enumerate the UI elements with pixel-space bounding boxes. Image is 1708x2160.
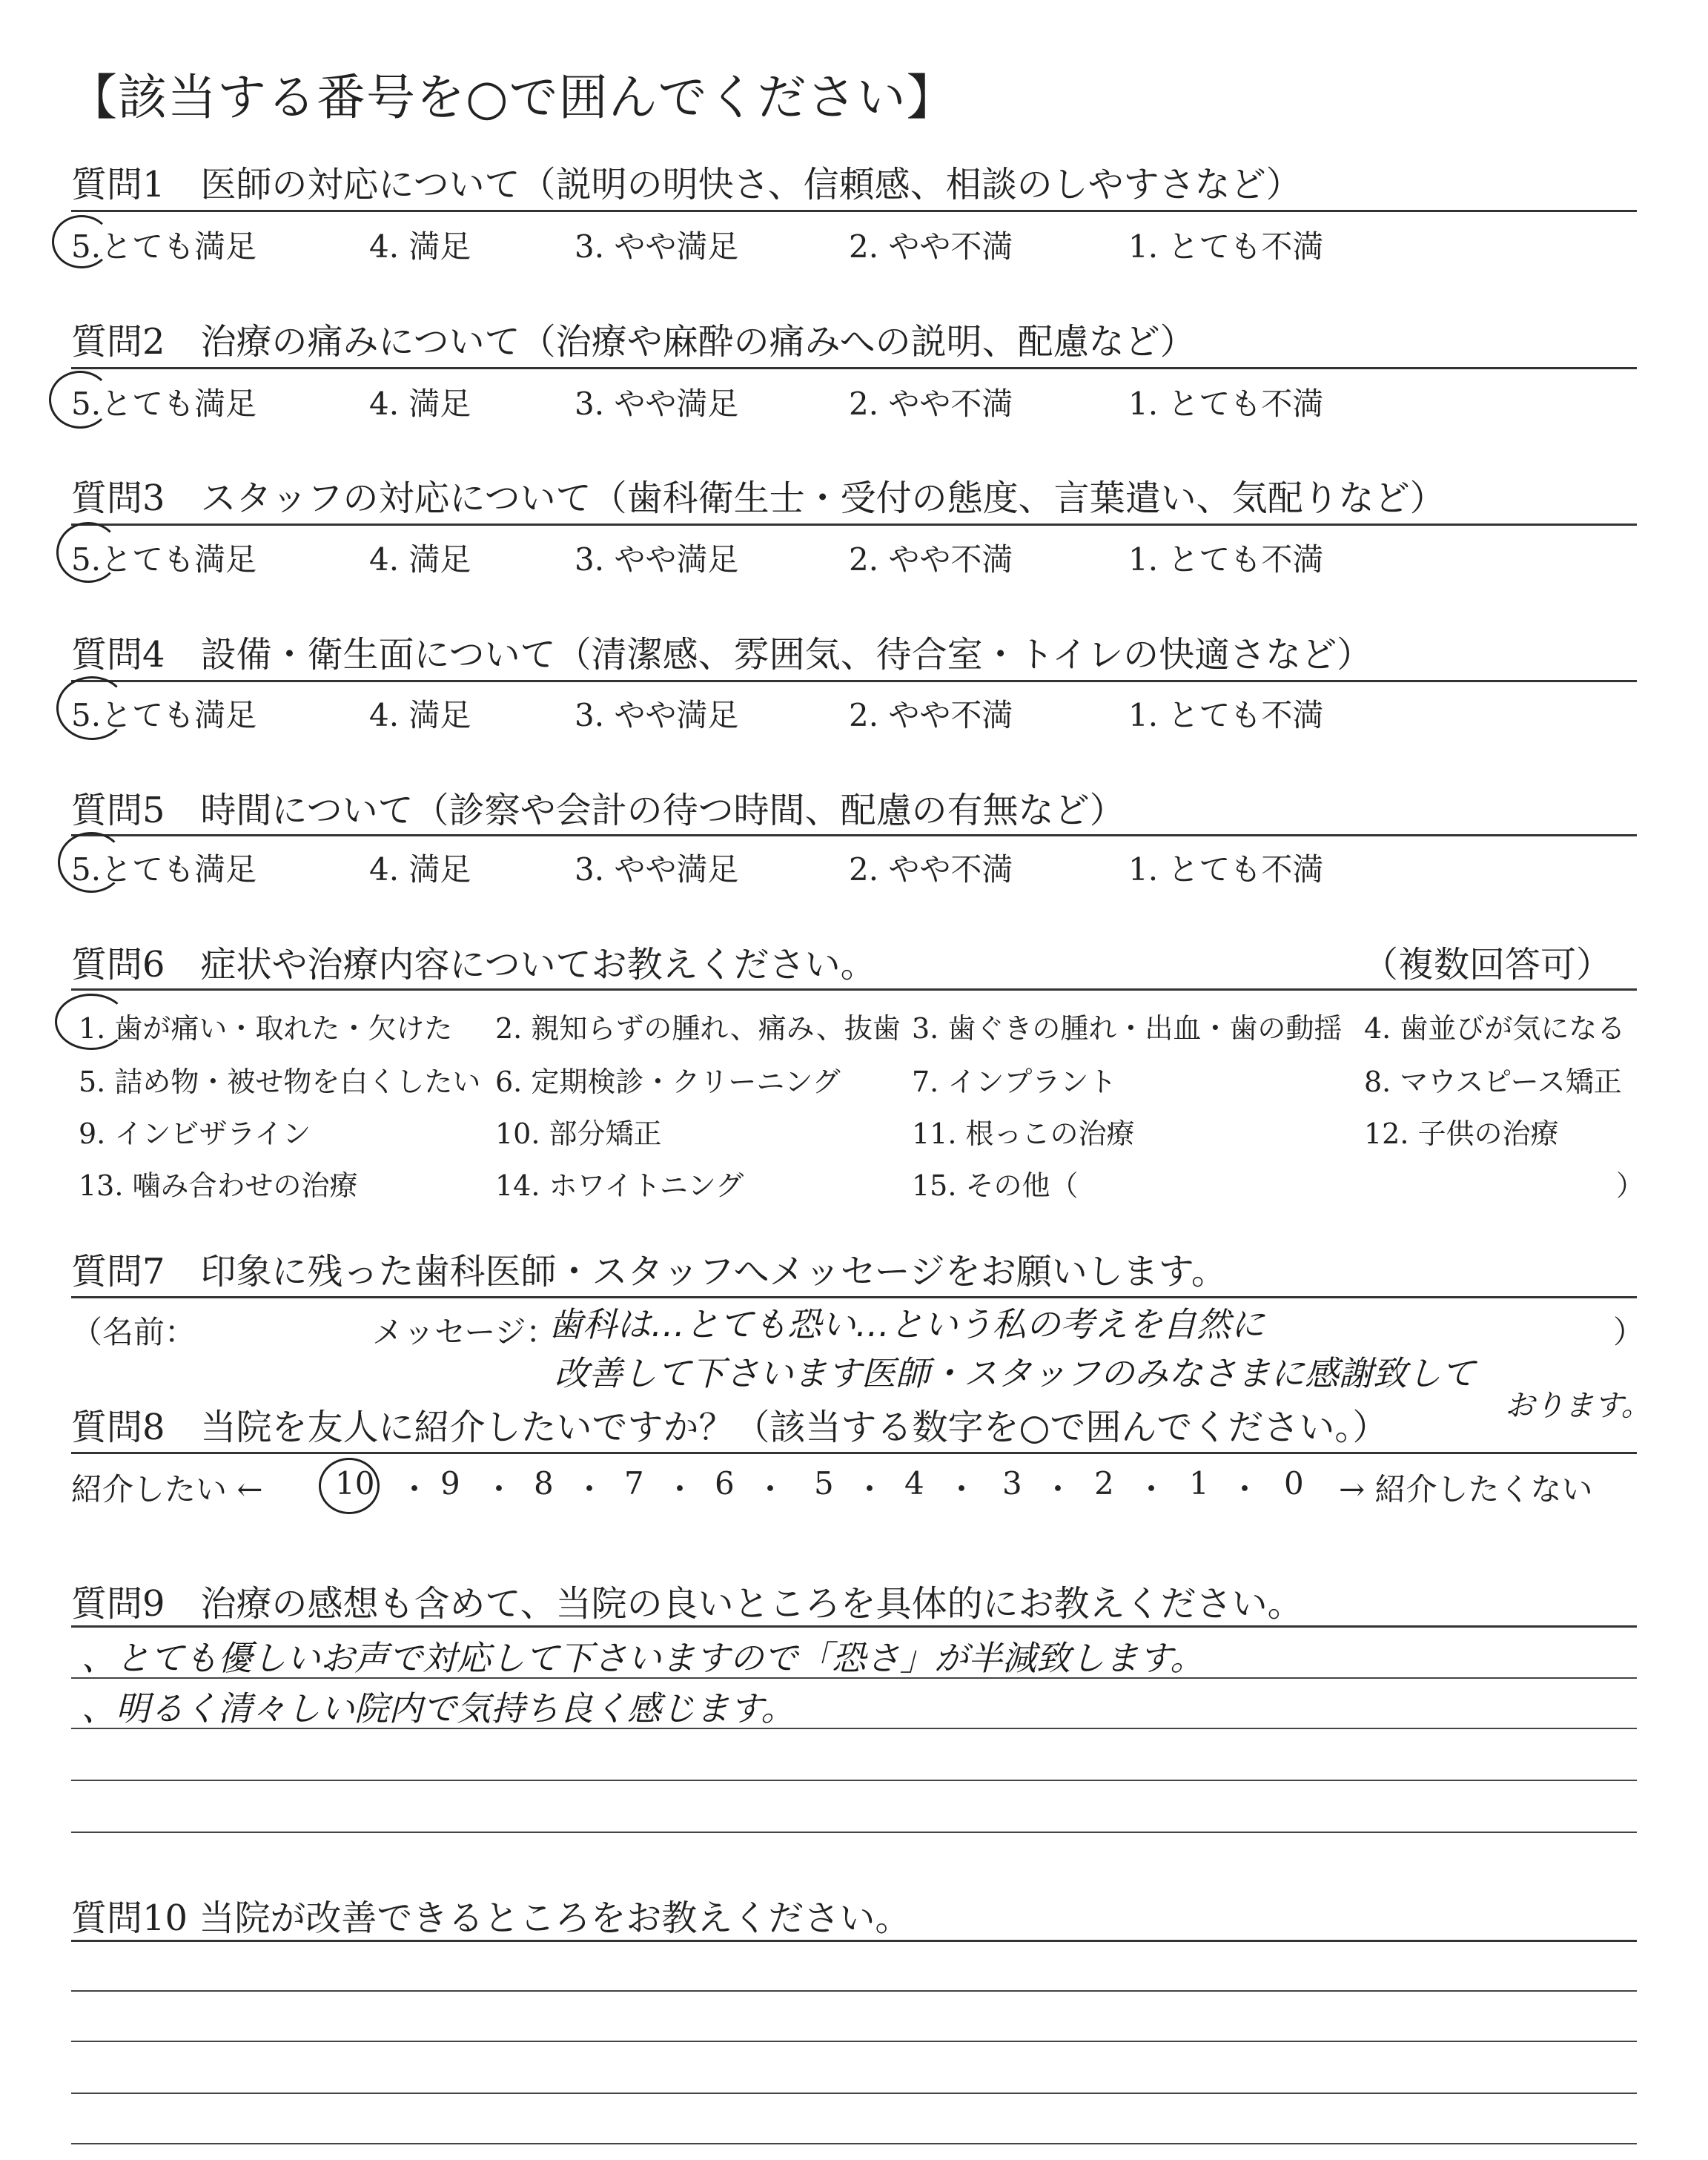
option-3[interactable]: 3. やや満足 <box>575 386 739 422</box>
question-4-heading: 質問4 設備・衛生面について（清潔感、雰囲気、待合室・トイレの快適さなど） <box>71 634 1373 676</box>
q6-option-3[interactable]: 3. 歯ぐきの腫れ・出血・歯の動揺 <box>912 1012 1343 1045</box>
handwritten-answer-line-1: 、とても優しいお声で対応して下さいますので「恐さ」が半減致します。 <box>82 1638 1205 1678</box>
handwritten-message-line-2: 改善して下さいます医師・スタッフのみなさまに感謝致して <box>555 1353 1475 1393</box>
scale-dot: ・ <box>1229 1471 1261 1507</box>
scale-8[interactable]: 8 <box>534 1465 554 1502</box>
option-2[interactable]: 2. やや不満 <box>849 386 1013 422</box>
scale-dot: ・ <box>1042 1471 1074 1507</box>
message-close-paren: ） <box>1613 1314 1645 1350</box>
answer-line <box>71 1832 1637 1833</box>
question-10-heading: 質問10 当院が改善できるところをお教えください。 <box>71 1898 911 1939</box>
handwritten-message-line-3: おります。 <box>1505 1389 1651 1423</box>
q6-option-10[interactable]: 10. 部分矯正 <box>495 1117 662 1150</box>
option-1[interactable]: 1. とても不満 <box>1128 851 1324 888</box>
selection-circle <box>49 371 111 429</box>
scale-1[interactable]: 1 <box>1189 1465 1209 1502</box>
scale-dot: ・ <box>664 1471 696 1507</box>
q6-option-2[interactable]: 2. 親知らずの腫れ、痛み、抜歯 <box>495 1012 901 1045</box>
question-3-heading: 質問3 スタッフの対応について（歯科衛生士・受付の態度、言葉遣い、気配りなど） <box>71 478 1446 519</box>
q6-option-1[interactable]: 1. 歯が痛い・取れた・欠けた <box>79 1012 453 1045</box>
option-3[interactable]: 3. やや満足 <box>575 541 739 578</box>
question-9-heading: 質問9 治療の感想も含めて、当院の良いところを具体的にお教えください。 <box>71 1583 1303 1625</box>
scale-dot: ・ <box>483 1471 515 1507</box>
question-5-heading: 質問5 時間について（診察や会計の待つ時間、配慮の有無など） <box>71 790 1125 831</box>
scale-dot: ・ <box>574 1471 606 1507</box>
recommend-left-label: 紹介したい ← <box>71 1471 263 1507</box>
scale-dot: ・ <box>854 1471 886 1507</box>
selection-circle <box>319 1458 380 1514</box>
option-4[interactable]: 4. 満足 <box>369 386 471 422</box>
option-4[interactable]: 4. 満足 <box>369 851 471 888</box>
option-5[interactable]: 5.とても満足 <box>71 541 257 578</box>
scale-dot: ・ <box>1136 1471 1168 1507</box>
selection-circle <box>52 215 111 268</box>
option-3[interactable]: 3. やや満足 <box>575 228 739 265</box>
scale-3[interactable]: 3 <box>1002 1465 1022 1502</box>
answer-line <box>71 2041 1637 2042</box>
multiple-answers-note: （複数回答可） <box>1363 944 1612 985</box>
scale-9[interactable]: 9 <box>440 1465 460 1502</box>
divider <box>71 1625 1637 1628</box>
option-1[interactable]: 1. とても不満 <box>1128 228 1324 265</box>
question-6-heading: 質問6 症状や治療内容についてお教えください。 <box>71 944 876 985</box>
divider <box>71 834 1637 836</box>
selection-circle <box>58 832 125 893</box>
question-8-heading: 質問8 当院を友人に紹介したいですか？（該当する数字を○で囲んでください。） <box>71 1407 1388 1448</box>
scale-10[interactable]: 10 <box>335 1465 375 1502</box>
q6-option-12[interactable]: 12. 子供の治療 <box>1364 1117 1559 1150</box>
scale-5[interactable]: 5 <box>814 1465 834 1502</box>
q6-option-6[interactable]: 6. 定期検診・クリーニング <box>495 1066 841 1098</box>
option-1[interactable]: 1. とても不満 <box>1128 697 1324 733</box>
option-2[interactable]: 2. やや不満 <box>849 851 1013 888</box>
name-label: （名前： <box>71 1314 196 1350</box>
answer-line <box>71 1780 1637 1781</box>
scale-7[interactable]: 7 <box>624 1465 644 1502</box>
selection-circle <box>55 994 128 1050</box>
selection-circle <box>56 522 120 583</box>
scale-dot: ・ <box>399 1471 431 1507</box>
divider <box>71 1940 1637 1942</box>
q6-option-9[interactable]: 9. インビザライン <box>79 1117 311 1150</box>
option-2[interactable]: 2. やや不満 <box>849 541 1013 578</box>
scale-dot: ・ <box>946 1471 978 1507</box>
option-5[interactable]: 5.とても満足 <box>71 851 257 888</box>
answer-line <box>71 2093 1637 2094</box>
q6-option-13[interactable]: 13. 噛み合わせの治療 <box>79 1169 358 1202</box>
divider <box>71 210 1637 212</box>
q6-option-5[interactable]: 5. 詰め物・被せ物を白くしたい <box>79 1066 481 1098</box>
question-1-heading: 質問1 医師の対応について（説明の明快さ、信頼感、相談のしやすさなど） <box>71 164 1302 205</box>
divider <box>71 367 1637 369</box>
scale-dot: ・ <box>755 1471 787 1507</box>
scale-0[interactable]: 0 <box>1284 1465 1304 1502</box>
scale-6[interactable]: 6 <box>715 1465 735 1502</box>
message-label: メッセージ： <box>372 1314 557 1350</box>
option-5[interactable]: 5.とても満足 <box>71 228 257 265</box>
question-2-heading: 質問2 治療の痛みについて（治療や麻酔の痛みへの説明、配慮など） <box>71 321 1196 363</box>
option-3[interactable]: 3. やや満足 <box>575 851 739 888</box>
divider <box>71 680 1637 682</box>
scale-4[interactable]: 4 <box>904 1465 924 1502</box>
q6-option-4[interactable]: 4. 歯並びが気になる <box>1364 1012 1626 1045</box>
scale-2[interactable]: 2 <box>1094 1465 1114 1502</box>
handwritten-answer-line-2: 、明るく清々しい院内で気持ち良く感じます。 <box>82 1688 795 1728</box>
option-5[interactable]: 5.とても満足 <box>71 697 257 733</box>
option-2[interactable]: 2. やや不満 <box>849 697 1013 733</box>
divider <box>71 524 1637 526</box>
question-7-heading: 質問7 印象に残った歯科医師・スタッフへメッセージをお願いします。 <box>71 1251 1227 1292</box>
option-1[interactable]: 1. とても不満 <box>1128 541 1324 578</box>
q6-option-15[interactable]: 15. その他（ <box>912 1169 1079 1202</box>
q6-option-7[interactable]: 7. インプラント <box>912 1066 1117 1098</box>
divider <box>71 988 1637 991</box>
option-5[interactable]: 5.とても満足 <box>71 386 257 422</box>
q6-option-8[interactable]: 8. マウスピース矯正 <box>1364 1066 1622 1098</box>
q6-option-11[interactable]: 11. 根っこの治療 <box>912 1117 1135 1150</box>
q6-option-14[interactable]: 14. ホワイトニング <box>495 1169 744 1202</box>
form-title: 【該当する番号を○で囲んでください】 <box>68 69 956 126</box>
option-2[interactable]: 2. やや不満 <box>849 228 1013 265</box>
answer-line <box>71 2143 1637 2144</box>
option-4[interactable]: 4. 満足 <box>369 541 471 578</box>
option-4[interactable]: 4. 満足 <box>369 228 471 265</box>
answer-line <box>71 1990 1637 1992</box>
handwritten-message-line-1: 歯科は…とても恐い…という私の考えを自然に <box>549 1304 1265 1344</box>
selection-circle <box>56 676 128 740</box>
q6-other-close-paren: ） <box>1616 1169 1645 1202</box>
option-1[interactable]: 1. とても不満 <box>1128 386 1324 422</box>
divider <box>71 1452 1637 1454</box>
option-4[interactable]: 4. 満足 <box>369 697 471 733</box>
option-3[interactable]: 3. やや満足 <box>575 697 739 733</box>
recommend-right-label: → 紹介したくない <box>1339 1471 1593 1507</box>
